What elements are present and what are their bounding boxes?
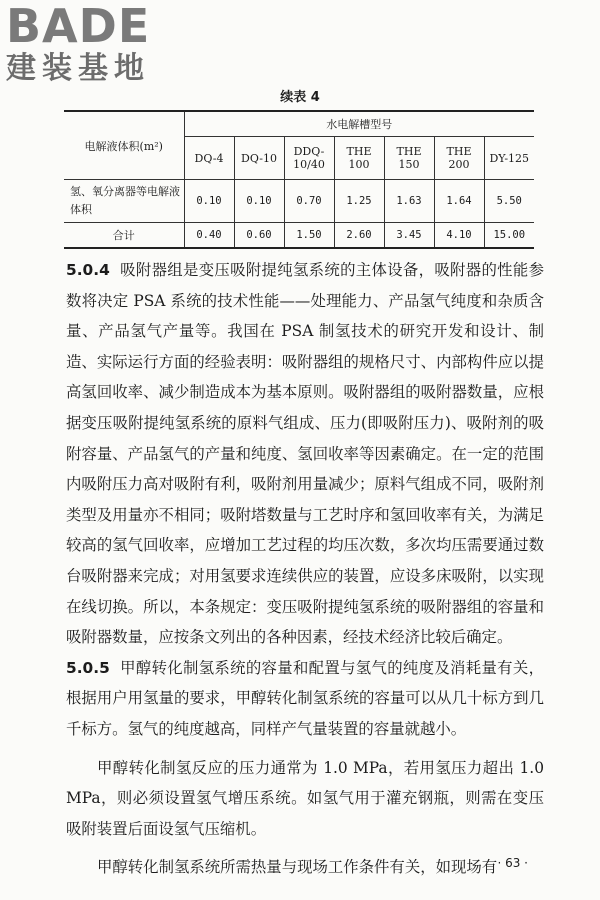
logo-wordmark: BADE <box>6 0 151 53</box>
table-cell: 1.64 <box>434 180 484 223</box>
model-header: THE 150 <box>384 137 434 180</box>
section-5-0-4 <box>66 255 544 653</box>
logo-subtitle: 建装基地 <box>6 51 150 86</box>
table-cell: 4.10 <box>434 223 484 249</box>
table-cell: 3.45 <box>384 223 434 249</box>
table-caption: 续表 4 <box>280 90 320 105</box>
row-label: 合计 <box>64 223 184 249</box>
table-cell: 0.70 <box>284 180 334 223</box>
section-5-0-5 <box>66 653 544 745</box>
table-cell: 1.63 <box>384 180 434 223</box>
row-label: 氢、氧分离器等电解液体积 <box>64 180 184 223</box>
section-text: 甲醇转化制氢系统的容量和配置与氢气的纯度及消耗量有关，根据用户用氢量的要求，甲醇转化制氢系统的容量可以从几十标方到几千标方。氢气的纯度越高，同样产气量装置的容量就越小。 <box>66 658 544 738</box>
body-text <box>66 255 544 883</box>
table-cell: 1.25 <box>334 180 384 223</box>
table-cell: 0.10 <box>184 180 234 223</box>
logo <box>6 2 150 86</box>
page-number: · 63 · <box>497 856 528 870</box>
table-cell: 1.50 <box>284 223 334 249</box>
model-header: THE 100 <box>334 137 384 180</box>
model-header: THE 200 <box>434 137 484 180</box>
table-row <box>64 180 534 223</box>
electrolyte-volume-table <box>64 110 534 249</box>
section-text: 吸附器组是变压吸附提纯氢系统的主体设备，吸附器的性能参数将决定 PSA 系统的技术性能——处理能力、产品氢气纯度和杂质含量、产品氢气产量等。我国在 PSA 制氢技术的研究开发和设计、制造、实际运行方面的经验表明：吸附器组的规格尺寸、内部构件应以提高氢回收率、减少制造成本为基本原则。吸附器组的吸附器数量，应根据变压吸附提纯氢系统的原料气组成、压力(即吸附压力)、吸附剂的吸附容量、产品氢气的产量和纯度、氢回收率等因素确定。在一定的范围内吸附压力高对吸附有利，吸附剂用量减少；原料气组成不同，吸附剂类型及用量亦不相同；吸附塔数量与工艺时序和氢回收率有关，为满足较高的氢气回收率，应增加工艺过程的均压次数，多次均压需要通过数台吸附器来完成；对用氢要求连续供应的装置，应设多床吸附，以实现在线切换。所以，本条规定：变压吸附提纯氢系统的吸附器组的容量和吸附器数量，应按条文列出的各种因素，经技术经济比较后确定。 <box>66 261 544 647</box>
table-cell: 5.50 <box>484 180 534 223</box>
model-header: DDQ-10/40 <box>284 137 334 180</box>
table-group-header: 水电解槽型号 <box>184 111 534 137</box>
model-header: DQ-4 <box>184 137 234 180</box>
table-header-left: 电解液体积(m²) <box>64 111 184 180</box>
table-row <box>64 223 534 249</box>
section-number: 5.0.4 <box>66 261 110 279</box>
paragraph: 甲醇转化制氢反应的压力通常为 1.0 MPa，若用氢压力超出 1.0 MPa，则必须设置氢气增压系统。如氢气用于灌充钢瓶，则需在变压吸附装置后面设氢气压缩机。 <box>66 758 544 838</box>
model-header: DY-125 <box>484 137 534 180</box>
paragraph: 甲醇转化制氢系统所需热量与现场工作条件有关，如现场有 <box>97 858 498 877</box>
table-cell: 2.60 <box>334 223 384 249</box>
table-cell: 0.10 <box>234 180 284 223</box>
table-cell: 15.00 <box>484 223 534 249</box>
table-cell: 0.60 <box>234 223 284 249</box>
section-number: 5.0.5 <box>66 658 110 677</box>
table-cell: 0.40 <box>184 223 234 249</box>
model-header: DQ-10 <box>234 137 284 180</box>
